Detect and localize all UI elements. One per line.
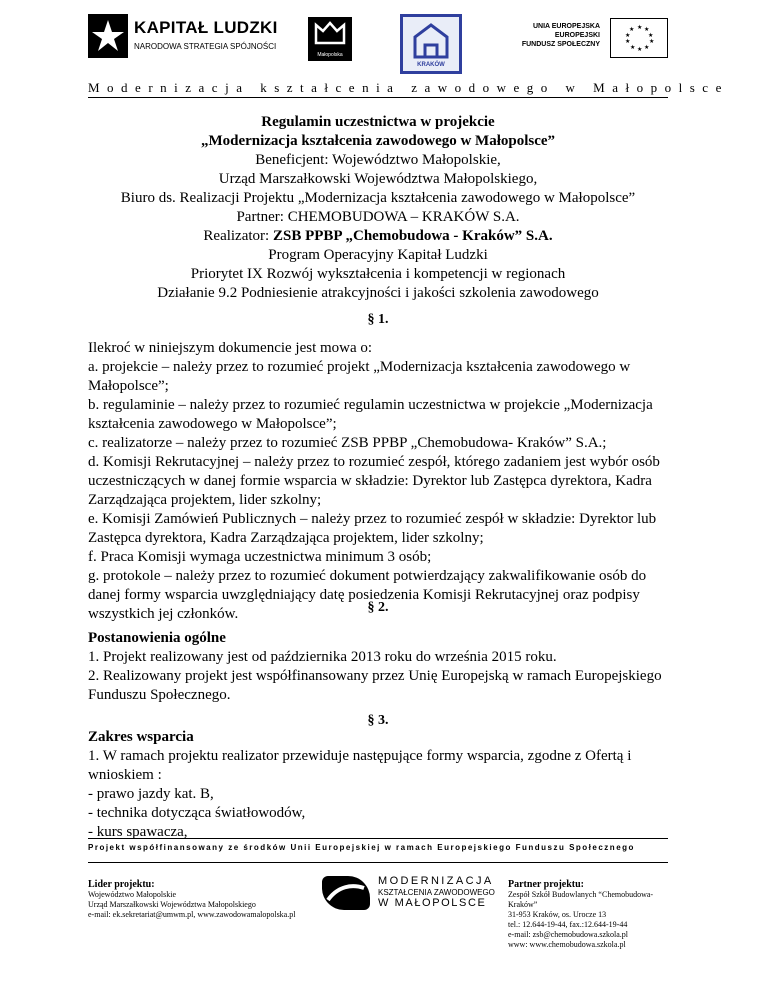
footer-lider-line: Urząd Marszałkowski Województwa Małopolskiego [88, 900, 256, 909]
list-item: - kurs spawacza, [88, 824, 188, 840]
eu-label [512, 22, 600, 49]
footer-partner-line: 31-953 Kraków, os. Urocze 13 [508, 910, 607, 919]
footer-lider-line: Województwo Małopolskie [88, 890, 177, 899]
kapital-ludzki-logo [88, 14, 298, 58]
section-1-intro: Ilekroć w niniejszym dokumencie jest mowa o: [88, 340, 373, 356]
list-item: a. projekcie – należy przez to rozumieć projekt „Modernizacja kształcenia zawodowego w Małopolsce”; [88, 359, 631, 394]
footer-lider-line: e-mail: ek.sekretariat@umwm.pl, www.zawodowamalopolska.pl [88, 910, 296, 919]
list-item: g. protokole – należy przez to rozumieć dokument potwierdzający zakwalifikowanie osób do danej formy wsparcia uwzględniający datę posiedzenia Komisji Rekrutacyjnej oraz podpisy wszystkich jej członków. [88, 568, 647, 622]
list-item: c. realizatorze – należy przez to rozumieć ZSB PPBP „Chemobudowa- Kraków” S.A.; [88, 435, 607, 451]
section-2-body [88, 629, 668, 705]
header-logos [0, 0, 768, 80]
list-item: 1. W ramach projektu realizator przewiduje następujące formy wsparcia, zgodne z Ofertą i wnioskiem : [88, 748, 632, 783]
title-line-7 [88, 227, 668, 246]
header-divider [88, 97, 668, 98]
list-item: e. Komisji Zamówień Publicznych – należy przez to rozumieć zespół w składzie: Dyrektor lub Zastępca dyrektora, Kadra Zarządzająca projektem, lider szkolny; [88, 511, 657, 546]
modernizacja-logo-icon [322, 876, 370, 910]
list-item: b. regulaminie – należy przez to rozumieć regulamin uczestnictwa w projekcie „Modernizacja kształcenia zawodowego w Małopolsce”; [88, 397, 653, 432]
title-line-2: „Modernizacja kształcenia zawodowego w Małopolsce” [200, 133, 556, 149]
title-line-6: Partner: CHEMOBUDOWA – KRAKÓW S.A. [236, 209, 520, 225]
realizator-label: Realizator: [203, 228, 273, 244]
section-1-body [88, 339, 668, 624]
svg-text:★: ★ [625, 32, 631, 39]
footer-brand-line-1: MODERNIZACJA [378, 875, 494, 887]
svg-text:★: ★ [644, 26, 650, 33]
malopolska-logo [308, 17, 352, 61]
list-item: d. Komisji Rekrutacyjnej – należy przez to rozumieć zespół, którego zadaniem jest wybór osób uczestniczących w danej formie wsparcia w składzie: Dyrektor lub Zastępca dyrektora, Kadra Zarządzająca projektem, lider szkolny; [88, 454, 660, 508]
footer-brand-line-3: W MAŁOPOLSCE [378, 897, 487, 909]
footer-partner [508, 880, 678, 950]
eu-line-3: FUNDUSZ SPOŁECZNY [521, 41, 600, 48]
footer-cofinance: Projekt współfinansowany ze środków Unii Europejskiej w ramach Europejskiego Funduszu Społecznego [88, 843, 635, 852]
footer-divider [88, 838, 668, 839]
realizator-name: ZSB PPBP „Chemobudowa - Kraków” S.A. [272, 228, 553, 244]
footer-brand-line-2: KSZTAŁCENIA ZAWODOWEGO [378, 888, 495, 897]
eu-line-1: UNIA EUROPEJSKA [532, 23, 600, 30]
svg-text:★: ★ [625, 38, 631, 45]
header-headline: Modernizacja kształcenia zawodowego w Małopolsce [88, 80, 729, 95]
svg-text:★: ★ [630, 44, 636, 51]
footer-divider-2 [88, 862, 668, 863]
svg-text:★: ★ [649, 38, 655, 45]
malopolska-label: Małopolska [317, 52, 343, 58]
footer-partner-line: Zespół Szkół Budowlanych “Chemobudowa-Kraków” [508, 890, 654, 909]
kapital-ludzki-title: KAPITAŁ LUDZKI [134, 18, 278, 37]
section-2-heading: § 2. [367, 600, 389, 615]
svg-text:★: ★ [648, 32, 654, 39]
list-item: - prawo jazdy kat. B, [88, 786, 214, 802]
footer-partner-line: tel.: 12.644-19-44, fax.:12.644-19-44 [508, 920, 628, 929]
list-item: f. Praca Komisji wymaga uczestnictwa minimum 3 osób; [88, 549, 432, 565]
list-item: - technika dotycząca światłowodów, [88, 805, 306, 821]
eu-line-2: EUROPEJSKI [554, 32, 600, 39]
zsb-school-logo [400, 14, 462, 74]
footer-partner-title: Partner projektu: [508, 879, 585, 890]
footer-lider-title: Lider projektu: [88, 879, 155, 890]
house-icon [403, 17, 459, 61]
eu-flag-icon [610, 18, 668, 58]
title-line-10: Działanie 9.2 Podniesienie atrakcyjności i jakości szkolenia zawodowego [157, 285, 599, 301]
kapital-ludzki-subtitle: NARODOWA STRATEGIA SPÓJNOŚCI [134, 42, 277, 51]
kapital-ludzki-star-icon [88, 14, 128, 58]
title-line-1: Regulamin uczestnictwa w projekcie [261, 114, 495, 130]
section-3-body [88, 728, 668, 842]
list-item: 1. Projekt realizowany jest od października 2013 roku do września 2015 roku. [88, 649, 557, 665]
title-line-5: Biuro ds. Realizacji Projektu „Modernizacja kształcenia zawodowego w Małopolsce” [120, 190, 636, 206]
footer-lider [88, 880, 318, 920]
section-2-title: Postanowienia ogólne [88, 630, 226, 646]
list-item: 2. Realizowany projekt jest współfinansowany przez Unię Europejską w ramach Europejskiego Funduszu Społecznego. [88, 668, 662, 703]
title-line-3: Beneficjent: Województwo Małopolskie, [255, 152, 501, 168]
footer-partner-line: www: www.chemobudowa.szkola.pl [508, 940, 626, 949]
svg-text:★: ★ [644, 44, 650, 51]
title-line-8: Program Operacyjny Kapitał Ludzki [268, 247, 488, 263]
title-line-9: Priorytet IX Rozwój wykształcenia i kompetencji w regionach [190, 266, 566, 282]
svg-text:★: ★ [629, 26, 635, 33]
section-3-title: Zakres wsparcia [88, 729, 194, 745]
svg-text:★: ★ [637, 24, 643, 31]
footer-brand [378, 876, 495, 909]
svg-text:★: ★ [637, 46, 643, 53]
footer-partner-line: e-mail: zsb@chemobudowa.szkola.pl [508, 930, 628, 939]
zsb-city-label: KRAKÓW [417, 62, 445, 68]
section-1-heading: § 1. [367, 312, 389, 327]
section-3-heading: § 3. [367, 713, 389, 728]
title-line-4: Urząd Marszałkowski Województwa Małopolskiego, [218, 171, 538, 187]
